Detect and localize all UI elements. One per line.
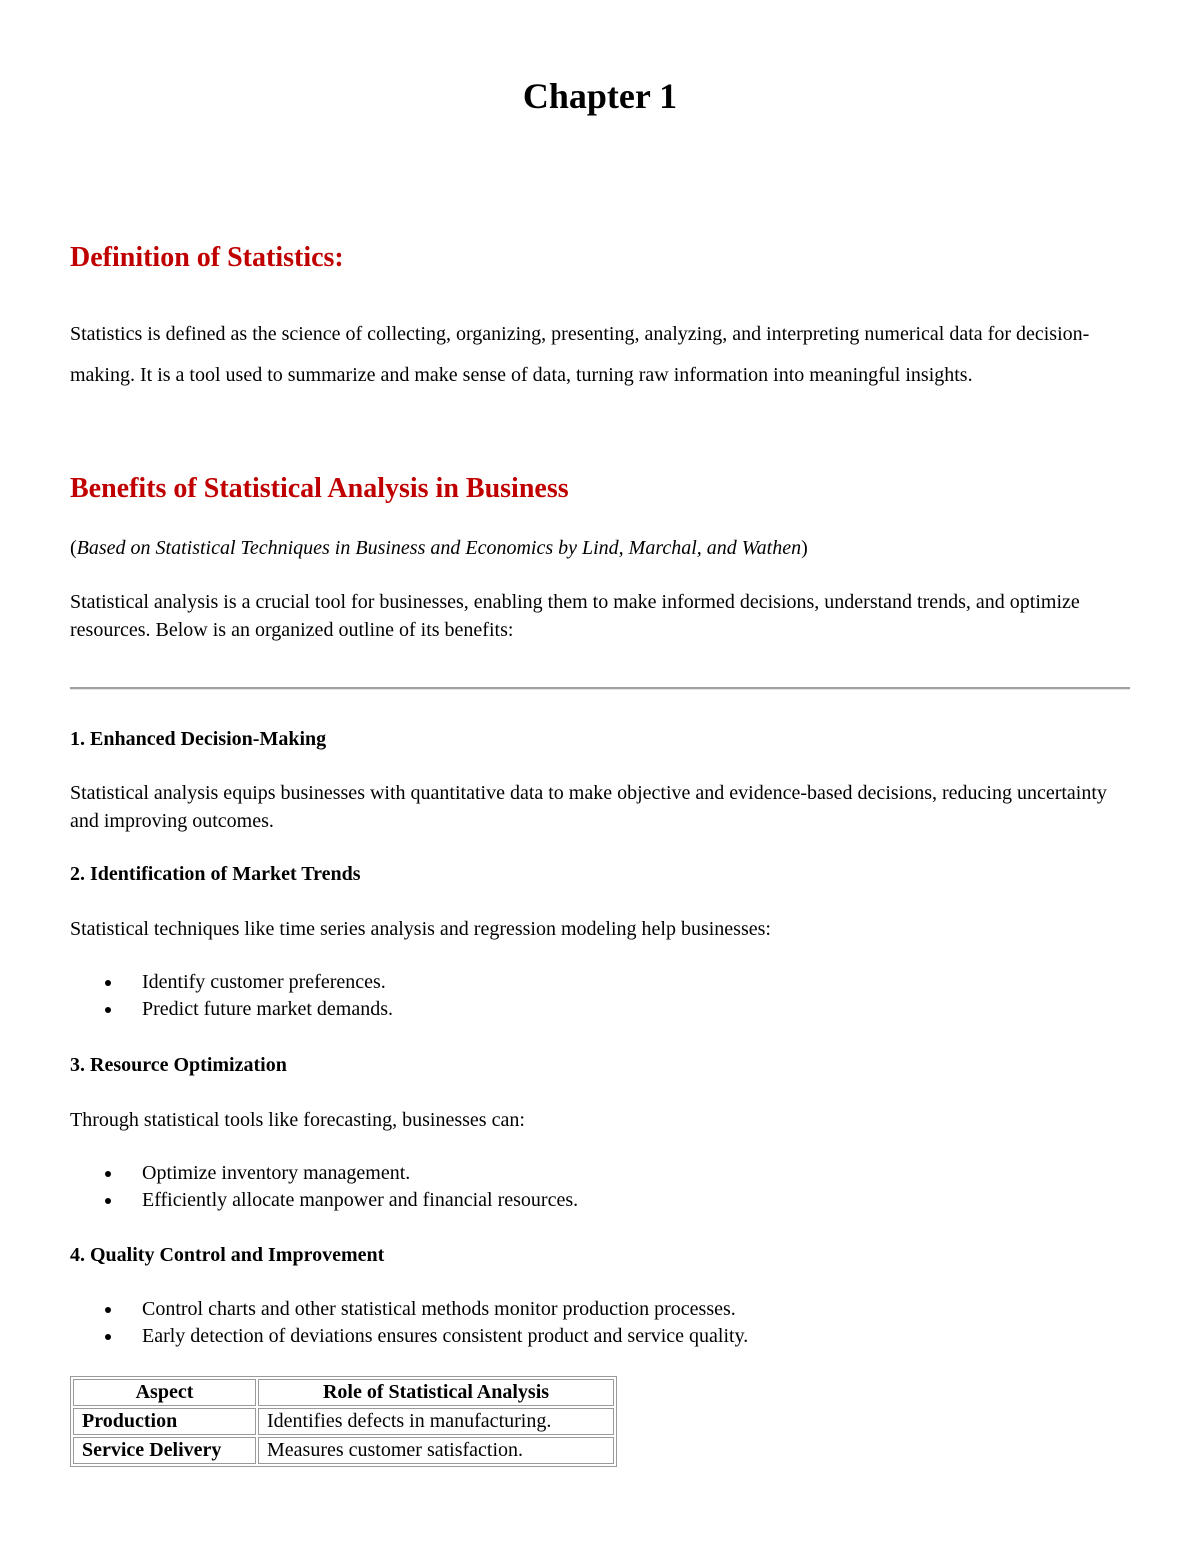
section-heading-2: 2. Identification of Market Trends [70,863,361,885]
table-row [73,1408,614,1435]
definition-text: Statistics is defined as the science of collecting, organizing, presenting, analyzing, and interpreting numerical data for decision-making. It is a tool used to summarize and make sense of data, turning raw information into meaningful insights. [70,323,1090,386]
chapter-title: Chapter 1 [522,76,678,116]
list-item: Control charts and other statistical methods monitor production processes. [70,1296,748,1323]
section-text-2: Statistical techniques like time series analysis and regression modeling help businesses: [70,918,771,940]
section-3-bullet-list [70,1160,578,1214]
table-header-row [73,1379,614,1406]
benefits-heading: Benefits of Statistical Analysis in Business [70,473,569,504]
column-header-aspect: Aspect [73,1379,256,1406]
source-note-citation: Based on Statistical Techniques in Business and Economics by Lind, Marchal, and Wathen [76,537,802,559]
section-heading-4: 4. Quality Control and Improvement [70,1244,385,1266]
list-item: Identify customer preferences. [70,969,393,996]
list-item: Optimize inventory management. [70,1160,578,1187]
section-text-1: Statistical analysis equips businesses with quantitative data to make objective and evidence-based decisions, reducing uncertainty and improving outcomes. [70,782,1107,832]
list-item: Efficiently allocate manpower and financial resources. [70,1187,578,1214]
list-item: Early detection of deviations ensures consistent product and service quality. [70,1323,748,1350]
section-heading-1: 1. Enhanced Decision-Making [70,728,327,750]
table-cell-role: Identifies defects in manufacturing. [258,1408,614,1435]
definition-heading: Definition of Statistics: [70,242,344,273]
horizontal-divider [70,687,1130,690]
aspect-table [70,1376,617,1467]
table-cell-aspect: Production [73,1408,256,1435]
source-note: (Based on Statistical Techniques in Business and Economics by Lind, Marchal, and Wathen) [70,537,808,559]
column-header-role: Role of Statistical Analysis [258,1379,614,1406]
section-text-3: Through statistical tools like forecasting, businesses can: [70,1109,525,1131]
table-row [73,1437,614,1464]
benefits-intro: Statistical analysis is a crucial tool for businesses, enabling them to make informed decisions, understand trends, and optimize resources. Below is an organized outline of its benefits: [70,591,1080,641]
list-item: Predict future market demands. [70,996,393,1023]
section-4-bullet-list [70,1296,748,1350]
section-2-bullet-list [70,969,393,1023]
table-cell-aspect: Service Delivery [73,1437,256,1464]
table-cell-role: Measures customer satisfaction. [258,1437,614,1464]
section-heading-3: 3. Resource Optimization [70,1054,287,1076]
